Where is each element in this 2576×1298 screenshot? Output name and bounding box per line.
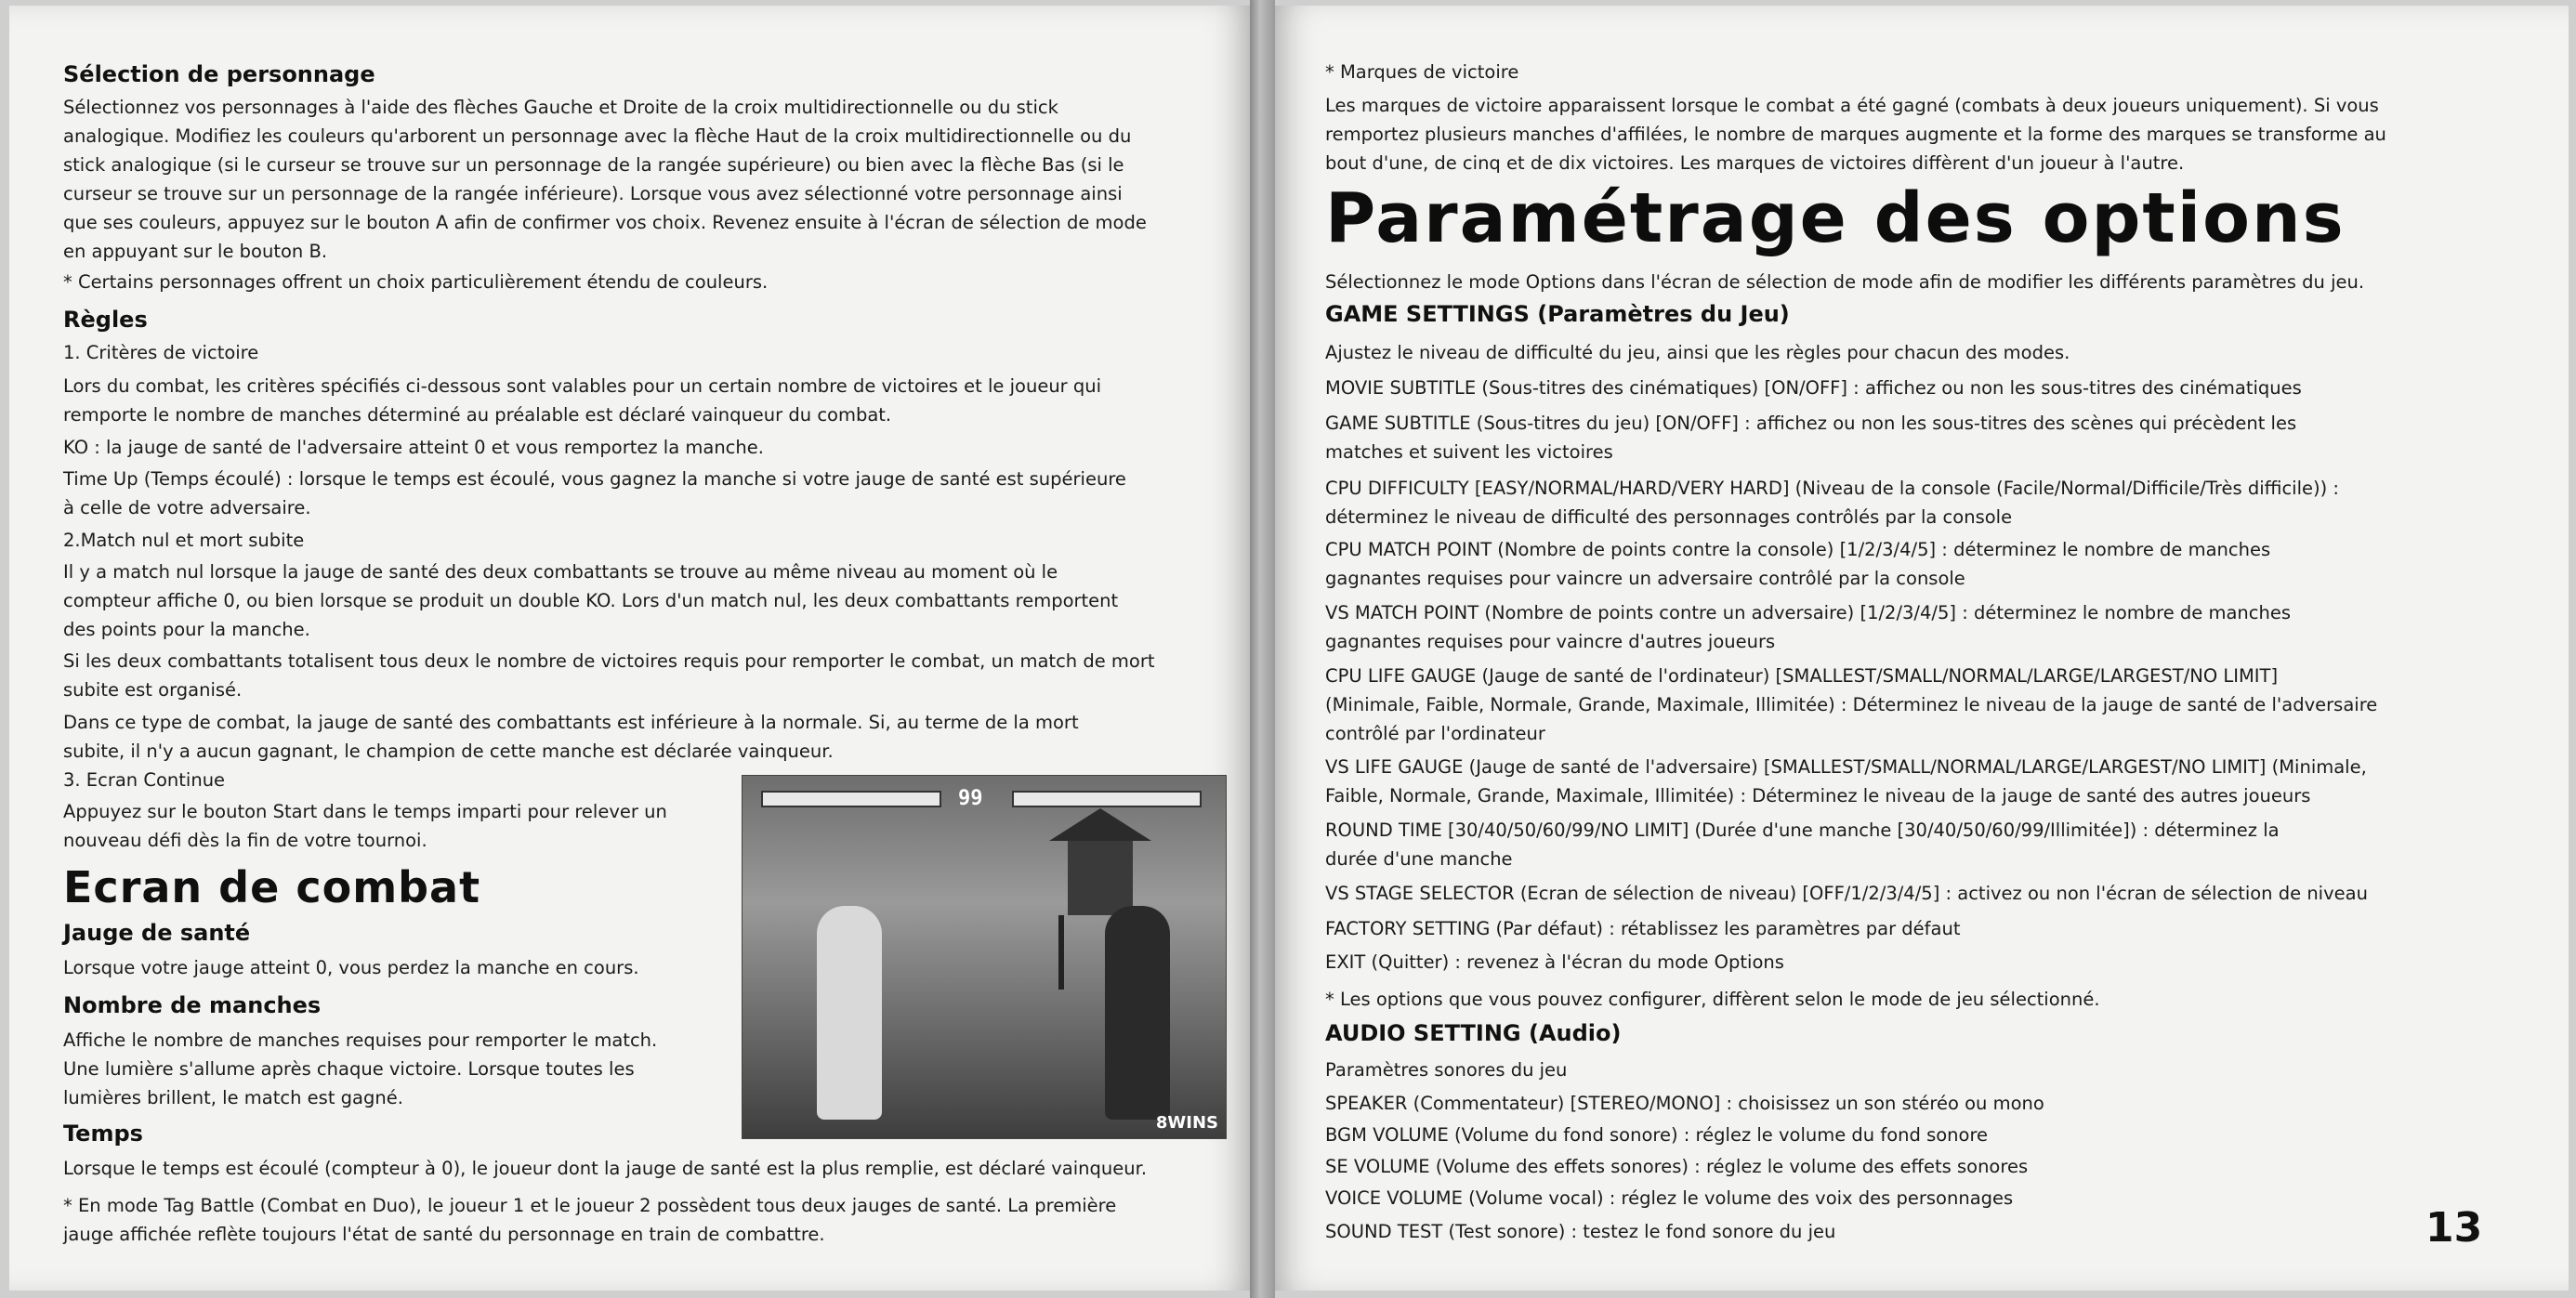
- cpu-match-point-option: [1325, 535, 2270, 593]
- round-timer: 99: [958, 787, 983, 810]
- text-line: Faible, Normale, Grande, Maximale, Illimitée) : Déterminez le niveau de la jauge de santé des autres joueurs: [1325, 785, 2311, 806]
- text-line: gagnantes requises pour vaincre un adversaire contrôlé par la console: [1325, 568, 1965, 589]
- text-line: en appuyant sur le bouton B.: [63, 241, 328, 262]
- tag-note: [63, 1191, 1116, 1249]
- text-line: Il y a match nul lorsque la jauge de santé des deux combattants se trouve au même niveau au moment où le: [63, 561, 1058, 583]
- text-line: à celle de votre adversaire.: [63, 497, 311, 518]
- factory-setting-option: FACTORY SETTING (Par défaut) : rétablissez les paramètres par défaut: [1325, 918, 1961, 939]
- text-line: CPU MATCH POINT (Nombre de points contre la console) [1/2/3/4/5] : déterminez le nombre de manches: [1325, 539, 2271, 560]
- text-line: subite, il n'y a aucun gagnant, le champion de cette manche est déclarée vainqueur.: [63, 741, 834, 762]
- right-page: [1275, 6, 2569, 1291]
- game-settings-title: GAME SETTINGS (Paramètres du Jeu): [1325, 301, 1790, 327]
- text-line: Dans ce type de combat, la jauge de santé des combattants est inférieure à la normale. Si, au terme de la mort: [63, 712, 1079, 733]
- text-line: GAME SUBTITLE (Sous-titres du jeu) [ON/OFF] : affichez ou non les sous-titres des scènes qui précèdent les: [1325, 413, 2297, 434]
- bgm-volume-option: BGM VOLUME (Volume du fond sonore) : réglez le volume du fond sonore: [1325, 1124, 1989, 1146]
- audio-intro: Paramètres sonores du jeu: [1325, 1059, 1568, 1081]
- text-line: contrôlé par l'ordinateur: [1325, 723, 1545, 744]
- rule2-title: 2.Match nul et mort subite: [63, 530, 305, 551]
- fighter-right: [1105, 906, 1170, 1120]
- marques-title: * Marques de victoire: [1325, 61, 1519, 83]
- rule1-timeup: [63, 465, 1126, 522]
- speaker-option: SPEAKER (Commentateur) [STEREO/MONO] : choisissez un son stéréo ou mono: [1325, 1093, 2044, 1114]
- text-line: Appuyez sur le bouton Start dans le temps imparti pour relever un: [63, 801, 667, 822]
- text-line: Une lumière s'allume après chaque victoire. Lorsque toutes les: [63, 1058, 635, 1080]
- options-intro: Sélectionnez le mode Options dans l'écran de sélection de mode afin de modifier les différents paramètres du jeu.: [1325, 271, 2365, 293]
- text-line: remporte le nombre de manches déterminé au préalable est déclaré vainqueur du combat.: [63, 404, 892, 426]
- jauge-title: Jauge de santé: [63, 920, 251, 946]
- game-screenshot: [742, 775, 1227, 1139]
- text-line: Affiche le nombre de manches requises pour remporter le match.: [63, 1029, 658, 1051]
- text-line: CPU DIFFICULTY [EASY/NORMAL/HARD/VERY HARD] (Niveau de la console (Facile/Normal/Difficile/Très difficile)) :: [1325, 478, 2340, 499]
- text-line: remportez plusieurs manches d'affilées, le nombre de marques augmente et la forme des marques se transforme au: [1325, 124, 2386, 145]
- text-line: stick analogique (si le curseur se trouve sur un personnage de la rangée supérieure) ou bien avec la flèche Bas (si le: [63, 154, 1124, 176]
- manches-paragraph: [63, 1026, 657, 1112]
- text-line: bout d'une, de cinq et de dix victoires. Les marques de victoires diffèrent d'un joueur à l'autre.: [1325, 152, 2185, 174]
- temps-text: Lorsque le temps est écoulé (compteur à 0), le joueur dont la jauge de santé est la plus remplie, est déclaré vainqueur.: [63, 1158, 1148, 1179]
- combat-title: Ecran de combat: [63, 862, 481, 912]
- text-line: jauge affichée reflète toujours l'état de santé du personnage en train de combattre.: [63, 1224, 825, 1245]
- text-line: Les marques de victoire apparaissent lorsque le combat a été gagné (combats à deux joueurs uniquement). Si vous: [1325, 95, 2379, 116]
- text-line: subite est organisé.: [63, 679, 243, 701]
- fighter-left: [817, 906, 882, 1120]
- voice-volume-option: VOICE VOLUME (Volume vocal) : réglez le volume des voix des personnages: [1325, 1187, 2014, 1209]
- rule1-title: 1. Critères de victoire: [63, 342, 259, 363]
- text-line: VS MATCH POINT (Nombre de points contre un adversaire) [1/2/3/4/5] : déterminez le nombre de manches: [1325, 602, 2292, 623]
- text-line: compteur affiche 0, ou bien lorsque se produit un double KO. Lors d'un match nul, les deux combattants remportent: [63, 590, 1119, 611]
- text-line: nouveau défi dès la fin de votre tournoi.: [63, 830, 427, 851]
- temps-title: Temps: [63, 1121, 143, 1147]
- text-line: déterminez le niveau de difficulté des personnages contrôlés par la console: [1325, 506, 2013, 528]
- selection-note: * Certains personnages offrent un choix particulièrement étendu de couleurs.: [63, 271, 769, 293]
- text-line: gagnantes requises pour vaincre d'autres joueurs: [1325, 631, 1776, 652]
- rule2-paragraph-c: [63, 708, 1079, 766]
- rule2-paragraph-b: [63, 647, 1155, 704]
- text-line: que ses couleurs, appuyez sur le bouton A afin de confirmer vos choix. Revenez ensuite à l'écran de sélection de mode: [63, 212, 1147, 233]
- player1-health-bar: [761, 791, 941, 807]
- text-line: curseur se trouve sur un personnage de la rangée inférieure). Lorsque vous avez sélectionné votre personnage ainsi: [63, 183, 1123, 204]
- text-line: Si les deux combattants totalisent tous deux le nombre de victoires requis pour remporter le combat, un match de mort: [63, 650, 1155, 672]
- text-line: Lors du combat, les critères spécifiés ci-dessous sont valables pour un certain nombre de victoires et le joueur qui: [63, 375, 1102, 397]
- game-settings-intro: Ajustez le niveau de difficulté du jeu, ainsi que les règles pour chacun des modes.: [1325, 342, 2070, 363]
- text-line: des points pour la manche.: [63, 619, 310, 640]
- wins-counter: 8WINS: [1155, 1113, 1218, 1133]
- options-note: * Les options que vous pouvez configurer, diffèrent selon le mode de jeu sélectionné.: [1325, 989, 2100, 1010]
- cpu-difficulty-option: [1325, 474, 2339, 531]
- selection-paragraph: [63, 93, 1147, 266]
- text-line: Time Up (Temps écoulé) : lorsque le temps est écoulé, vous gagnez la manche si votre jauge de santé est supérieure: [63, 468, 1126, 490]
- options-title: Paramétrage des options: [1325, 178, 2346, 258]
- stage-selector-option: VS STAGE SELECTOR (Ecran de sélection de niveau) [OFF/1/2/3/4/5] : activez ou non l'écran de sélection de niveau: [1325, 883, 2368, 904]
- audio-settings-title: AUDIO SETTING (Audio): [1325, 1020, 1622, 1046]
- page-number: 13: [2425, 1204, 2483, 1252]
- se-volume-option: SE VOLUME (Volume des effets sonores) : réglez le volume des effets sonores: [1325, 1156, 2029, 1177]
- rule2-paragraph: [63, 557, 1118, 644]
- text-line: CPU LIFE GAUGE (Jauge de santé de l'ordinateur) [SMALLEST/SMALL/NORMAL/LARGE/LARGEST/NO LIMIT]: [1325, 665, 2279, 687]
- text-line: VS LIFE GAUGE (Jauge de santé de l'adversaire) [SMALLEST/SMALL/NORMAL/LARGE/LARGEST/NO LIMIT] (Minimale,: [1325, 756, 2367, 778]
- cpu-life-gauge-option: [1325, 662, 2377, 748]
- rule1-paragraph: [63, 372, 1101, 429]
- round-time-option: [1325, 816, 2280, 873]
- sound-test-option: SOUND TEST (Test sonore) : testez le fond sonore du jeu: [1325, 1221, 1836, 1242]
- regles-title: Règles: [63, 307, 148, 333]
- text-line: matches et suivent les victoires: [1325, 441, 1613, 463]
- text-line: lumières brillent, le match est gagné.: [63, 1087, 403, 1108]
- text-line: Sélectionnez vos personnages à l'aide des flèches Gauche et Droite de la croix multidirectionnelle ou du stick: [63, 97, 1058, 118]
- marques-paragraph: [1325, 91, 2386, 177]
- book-gutter: [1250, 0, 1275, 1298]
- jauge-text: Lorsque votre jauge atteint 0, vous perdez la manche en cours.: [63, 957, 639, 978]
- text-line: (Minimale, Faible, Normale, Grande, Maximale, Illimitée) : Déterminez le niveau de la jauge de santé de l'adversaire: [1325, 694, 2378, 715]
- vs-life-gauge-option: [1325, 753, 2367, 810]
- text-line: durée d'une manche: [1325, 848, 1513, 870]
- text-line: analogique. Modifiez les couleurs qu'arborent un personnage avec la flèche Haut de la croix multidirectionnelle ou du: [63, 125, 1132, 147]
- text-line: * En mode Tag Battle (Combat en Duo), le joueur 1 et le joueur 2 possèdent tous deux jauges de santé. La première: [63, 1195, 1117, 1216]
- vs-match-point-option: [1325, 598, 2291, 656]
- selection-title: Sélection de personnage: [63, 61, 375, 87]
- rule3-title: 3. Ecran Continue: [63, 769, 226, 791]
- rule1-ko: KO : la jauge de santé de l'adversaire atteint 0 et vous remportez la manche.: [63, 437, 764, 458]
- exit-option: EXIT (Quitter) : revenez à l'écran du mode Options: [1325, 951, 1784, 973]
- left-page: [9, 6, 1250, 1291]
- rule3-paragraph: [63, 797, 667, 855]
- manches-title: Nombre de manches: [63, 992, 322, 1018]
- movie-subtitle-option: MOVIE SUBTITLE (Sous-titres des cinématiques) [ON/OFF] : affichez ou non les sous-titres des cinématiques: [1325, 377, 2302, 399]
- game-subtitle-option: [1325, 409, 2296, 466]
- text-line: ROUND TIME [30/40/50/60/99/NO LIMIT] (Durée d'une manche [30/40/50/60/99/Illimitée]) : déterminez la: [1325, 819, 2280, 841]
